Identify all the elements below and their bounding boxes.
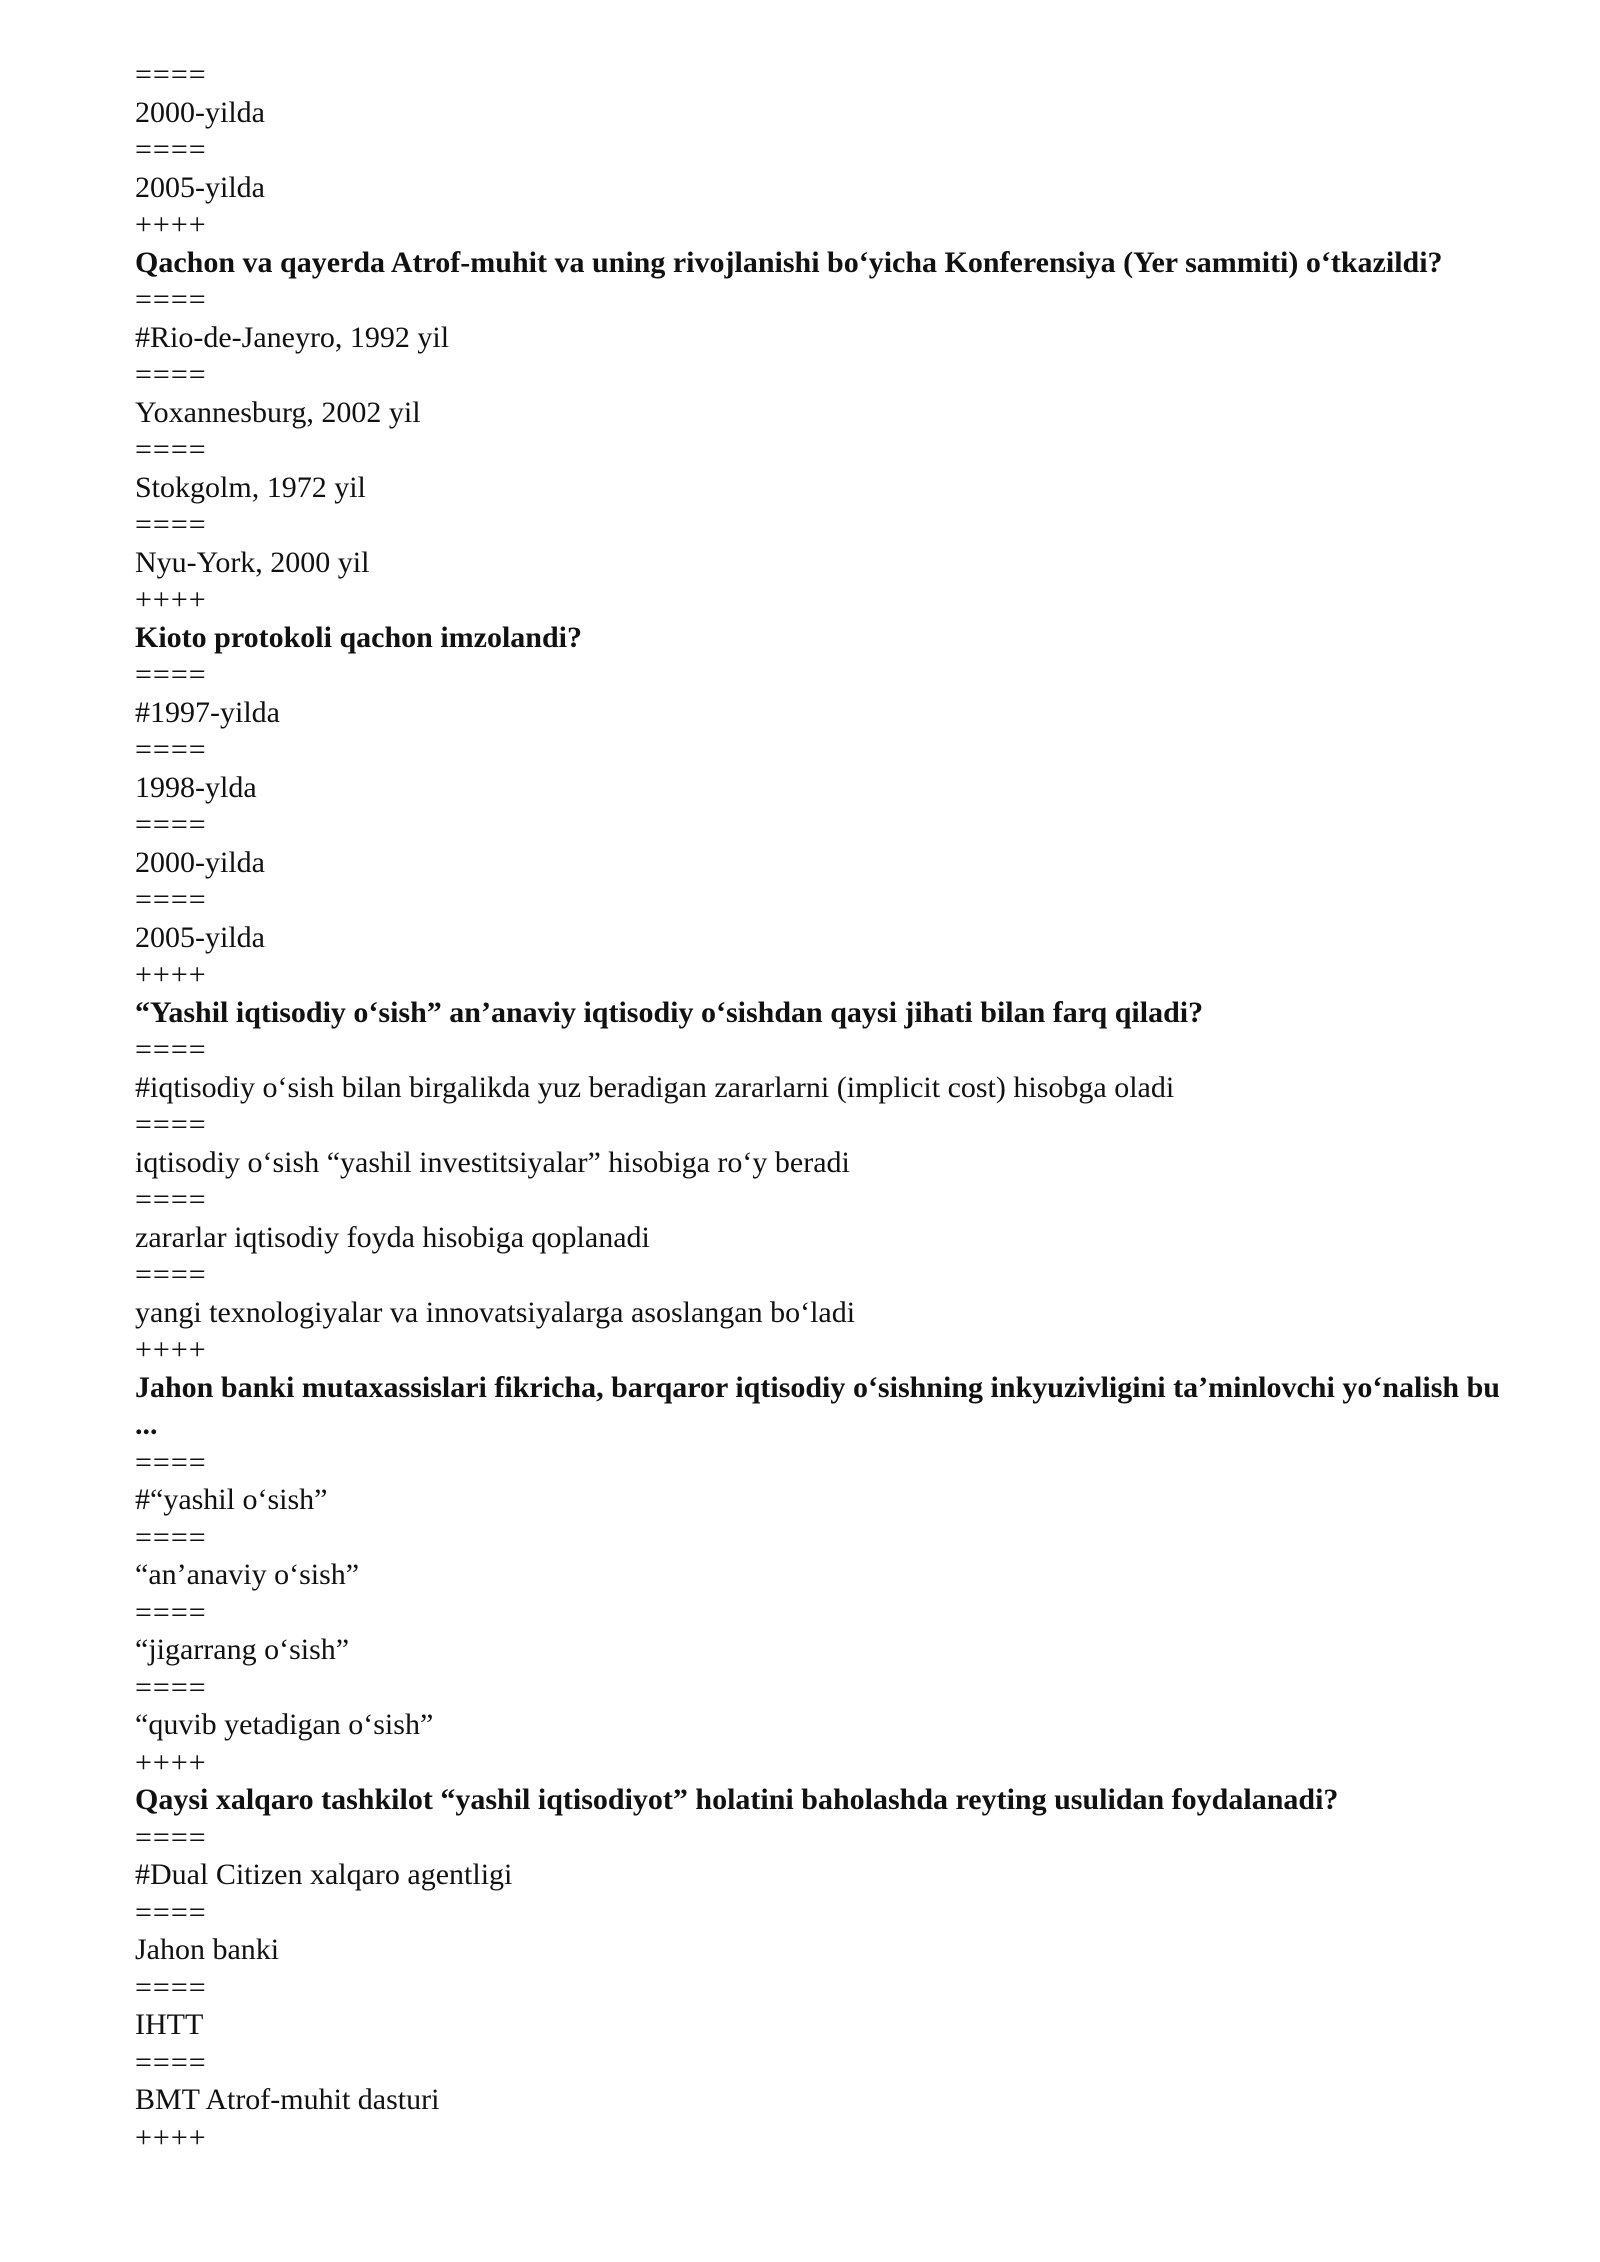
answer-option: 2000-yilda — [135, 845, 265, 879]
answer-option: #Rio-de-Janeyro, 1992 yil — [135, 320, 450, 354]
answer-option: #“yashil o‘sish” — [135, 1483, 328, 1516]
answer-option: Yoxannesburg, 2002 yil — [135, 395, 421, 429]
separator-line: ==== — [135, 433, 207, 466]
separator-line: ==== — [135, 1520, 207, 1554]
separator-line: ==== — [135, 283, 207, 316]
separator-line: ==== — [135, 1183, 207, 1216]
question-text: Jahon banki mutaxassislari fikricha, barqaror iqtisodiy o‘sishning inkyuzivligini ta’minlovchi yo‘nalish bu ... — [135, 1370, 1500, 1441]
answer-option: BMT Atrof-muhit dasturi — [135, 2083, 440, 2116]
answer-option: 1998-ylda — [135, 770, 257, 804]
question-text: “Yashil iqtisodiy o‘sish” an’anaviy iqtisodiy o‘sishdan qaysi jihati bilan farq qiladi? — [135, 995, 1204, 1029]
answer-option: “an’anaviy o‘sish” — [135, 1558, 360, 1591]
separator-line: ==== — [135, 1033, 207, 1066]
separator-line: ==== — [135, 1670, 207, 1704]
separator-line: ++++ — [135, 208, 207, 241]
answer-option: Nyu-York, 2000 yil — [135, 545, 370, 579]
answer-option: IHTT — [135, 2008, 204, 2041]
answer-option: 2005-yilda — [135, 170, 265, 204]
separator-line: ==== — [135, 1108, 207, 1141]
answer-option: Jahon banki — [135, 1933, 280, 1966]
answer-option: #1997-yilda — [135, 695, 280, 729]
document-page — [135, 56, 1500, 2156]
separator-line: ==== — [135, 1595, 207, 1629]
separator-line: ==== — [135, 1970, 207, 2004]
separator-line: ++++ — [135, 1745, 207, 1779]
answer-option: iqtisodiy o‘sish “yashil investitsiyalar” hisobiga ro‘y beradi — [135, 1145, 850, 1179]
separator-line: ==== — [135, 1895, 207, 1929]
separator-line: ==== — [135, 658, 207, 691]
answer-option: zararlar iqtisodiy foyda hisobiga qoplanadi — [135, 1220, 650, 1254]
separator-line: ==== — [135, 883, 207, 916]
answer-option: #Dual Citizen xalqaro agentligi — [135, 1858, 513, 1891]
answer-option: “jigarrang o‘sish” — [135, 1633, 350, 1666]
question-text: Kioto protokoli qachon imzolandi? — [135, 620, 583, 654]
answer-option: yangi texnologiyalar va innovatsiyalarga asoslangan bo‘ladi — [135, 1295, 856, 1329]
separator-line: ==== — [135, 1258, 207, 1291]
answer-option: 2005-yilda — [135, 920, 265, 954]
separator-line: ==== — [135, 733, 207, 766]
separator-line: ==== — [135, 133, 207, 166]
answer-option: “quvib yetadigan o‘sish” — [135, 1708, 434, 1741]
question-text: Qaysi xalqaro tashkilot “yashil iqtisodiyot” holatini baholashda reyting usulidan foydalanadi? — [135, 1783, 1339, 1816]
separator-line: ++++ — [135, 1333, 207, 1366]
separator-line: ==== — [135, 1445, 207, 1479]
separator-line: ==== — [135, 808, 207, 841]
answer-option: Stokgolm, 1972 yil — [135, 470, 366, 504]
separator-line: ==== — [135, 358, 207, 391]
separator-line: ==== — [135, 58, 207, 91]
answer-option: 2000-yilda — [135, 95, 265, 129]
separator-line: ==== — [135, 508, 207, 541]
answer-option: #iqtisodiy o‘sish bilan birgalikda yuz beradigan zararlarni (implicit cost) hisobga oladi — [135, 1070, 1175, 1104]
separator-line: ++++ — [135, 958, 207, 991]
question-text: Qachon va qayerda Atrof-muhit va uning rivojlanishi bo‘yicha Konferensiya (Yer sammiti) o‘tkazildi? — [135, 245, 1443, 279]
separator-line: ++++ — [135, 2120, 207, 2154]
separator-line: ==== — [135, 2045, 207, 2079]
separator-line: ++++ — [135, 583, 207, 616]
separator-line: ==== — [135, 1820, 207, 1854]
